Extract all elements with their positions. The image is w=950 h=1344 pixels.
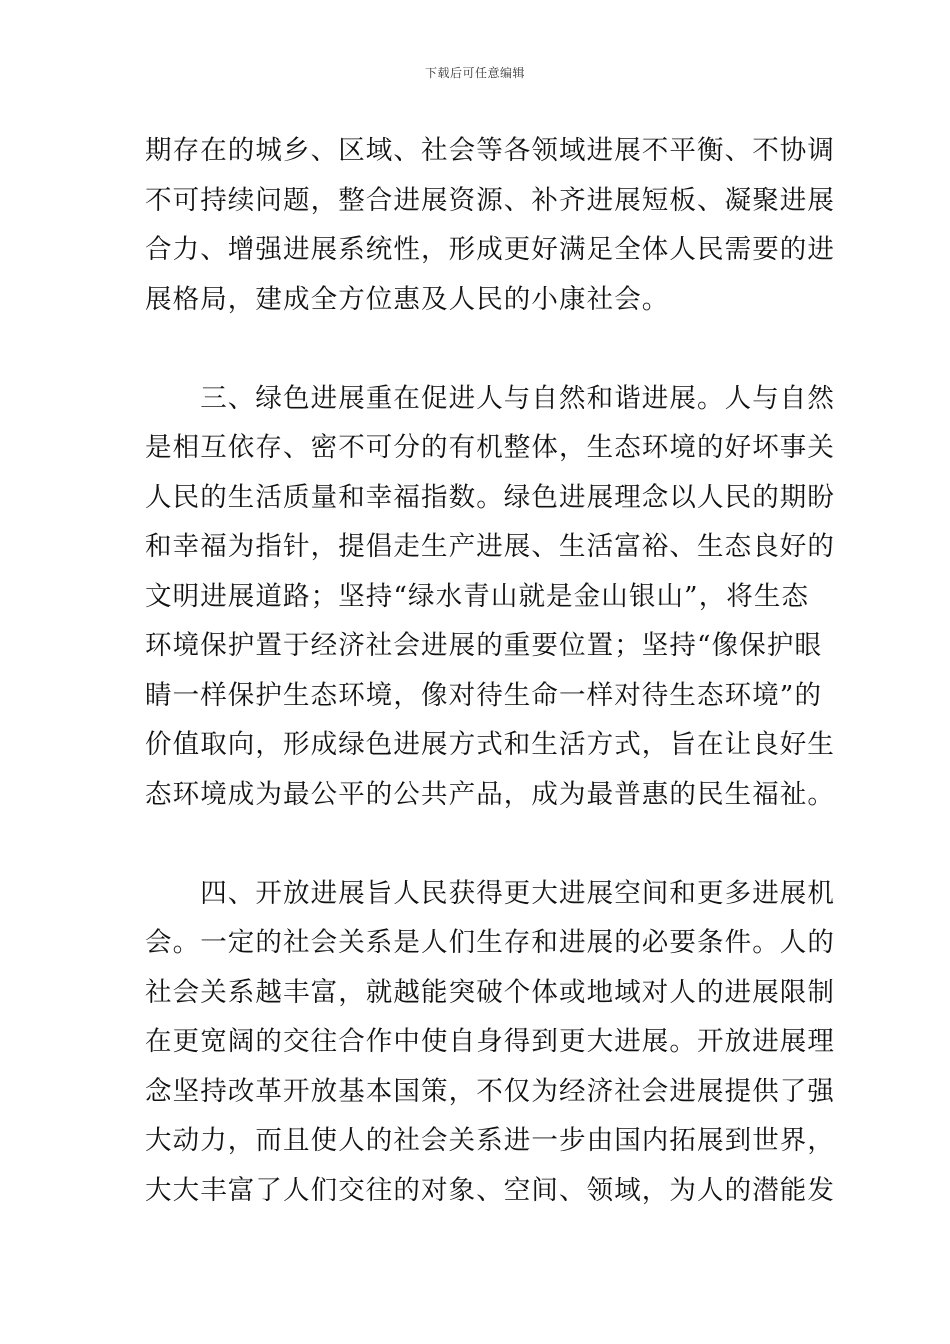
text-line: 环境保护置于经济社会进展的重要位置；坚持“像保护眼 xyxy=(145,630,823,661)
text-line: 人民的生活质量和幸福指数。绿色进展理念以人民的期盼 xyxy=(145,481,835,513)
text-line: 念坚持改革开放基本国策，不仅为经济社会进展提供了强 xyxy=(145,1075,835,1107)
paragraph-gap xyxy=(145,819,807,869)
text-line: 睛一样保护生态环境，像对待生命一样对待生态环境”的 xyxy=(145,679,823,711)
text-line: 会。一定的社会关系是人们生存和进展的必要条件。人的 xyxy=(145,927,835,958)
header-note: 下载后可任意编辑 xyxy=(424,66,525,80)
text-line: 不可持续问题，整合进展资源、补齐进展短板、凝聚进展 xyxy=(145,184,835,216)
text-line: 和幸福为指针，提倡走生产进展、生活富裕、生态良好的 xyxy=(145,531,835,562)
paragraph-1 xyxy=(145,126,835,324)
text-line: 社会关系越丰富，就越能突破个体或地域对人的进展限制 xyxy=(145,976,835,1008)
text-line: 期存在的城乡、区域、社会等各领域进展不平衡、不协调 xyxy=(145,135,835,166)
text-line: 在更宽阔的交往合作中使自身得到更大进展。开放进展理 xyxy=(145,1026,835,1057)
text-line: 价值取向，形成绿色进展方式和生活方式，旨在让良好生 xyxy=(145,729,835,760)
text-line: 文明进展道路；坚持“绿水青山就是金山银山”，将生态 xyxy=(145,580,810,612)
text-line: 大大丰富了人们交往的对象、空间、领域，为人的潜能发 xyxy=(145,1174,835,1206)
text-line: 合力、增强进展系统性，形成更好满足全体人民需要的进 xyxy=(145,234,835,265)
text-line: 四、开放进展旨人民获得更大进展空间和更多进展机 xyxy=(145,877,835,909)
paragraph-2 xyxy=(145,374,835,820)
text-line: 是相互依存、密不可分的有机整体，生态环境的好坏事关 xyxy=(145,432,835,463)
document-body xyxy=(145,126,835,1215)
paragraph-3 xyxy=(145,869,835,1216)
paragraph-gap xyxy=(145,324,807,374)
text-line: 大动力，而且使人的社会关系进一步由国内拓展到世界， xyxy=(145,1125,835,1156)
text-line: 三、绿色进展重在促进人与自然和谐进展。人与自然 xyxy=(145,382,835,414)
text-line: 展格局，建成全方位惠及人民的小康社会。 xyxy=(145,283,670,315)
text-line: 态环境成为最公平的公共产品，成为最普惠的民生福祉。 xyxy=(145,778,835,810)
